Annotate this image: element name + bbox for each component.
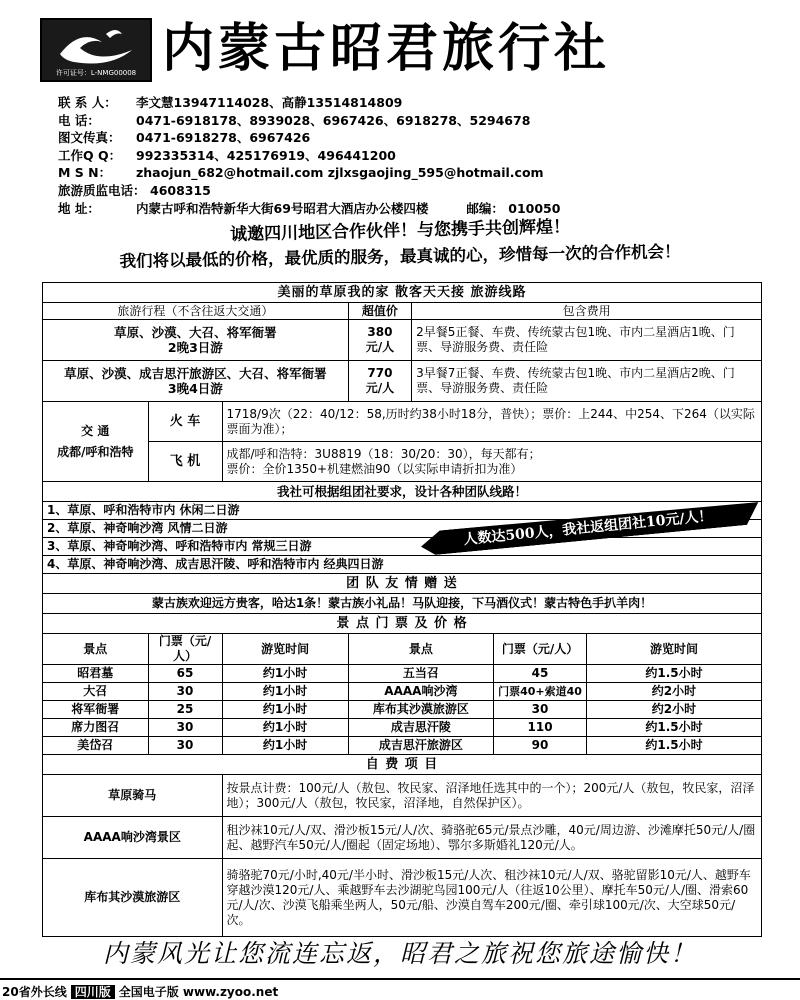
contact-row [58, 164, 778, 182]
optional-name: 草原骑马 [43, 775, 223, 817]
welcome-text: 蒙古族欢迎远方贵客，哈达1条！蒙古族小礼品！马队迎接，下马酒仪式！蒙古特色手扒羊肉！ [43, 594, 762, 614]
contact-row [58, 182, 778, 200]
transport-label: 交 通 成都/呼和浩特 [43, 402, 149, 482]
group-line: 2、草原、神奇响沙湾 风情二日游 [43, 520, 762, 538]
table-row: 将军衙署 25 约1小时 库布其沙漠旅游区 30 约2小时 [43, 701, 762, 719]
group-heading: 我社可根据组团社要求，设计各种团队线路！ [43, 482, 762, 502]
contact-label: 地 址： [58, 200, 100, 216]
contact-row [58, 147, 778, 165]
contact-value: zhaojun_682@hotmail.com zjlxsgaojing_595@hotmail.com [136, 165, 544, 181]
table-row: 大召 30 约1小时 AAAA响沙湾 门票40+索道40 约2小时 [43, 683, 762, 701]
optional-row [43, 859, 762, 937]
routes-heading: 美丽的草原我的家 散客天天接 旅游线路 [43, 283, 762, 303]
contact-row [58, 112, 778, 130]
table-row: 昭君墓 65 约1小时 五当召 45 约1.5小时 [43, 665, 762, 683]
route-name: 草原、沙漠、成吉思汗旅游区、大召、将军衙署 3晚4日游 [43, 361, 349, 402]
contact-label: 工作Q Q： [58, 147, 122, 163]
contact-label: M S N： [58, 165, 112, 181]
contact-label: 电 话： [58, 112, 100, 128]
train-info: 1718/9次（22：40/12：58,历时约38小时18分，普快）；票价：上244、中254、下264（以实际票面为准）； [222, 402, 762, 442]
col-price: 超值价 [348, 303, 412, 320]
contact-block [58, 94, 778, 217]
route-price: 380 元/人 [348, 320, 412, 361]
tickets-heading: 景 点 门 票 及 价 格 [43, 614, 762, 634]
col-itinerary: 旅游行程（不含往返大交通） [43, 303, 349, 320]
footer-slogan: 内蒙风光让您流连忘返，昭君之旅祝您旅途愉快！ [102, 939, 697, 968]
contact-value: 4608315 [150, 182, 211, 198]
table-row: 美岱召 30 约1小时 成吉思汗旅游区 90 约1.5小时 [43, 737, 762, 755]
section-label: 20省外长线 [2, 985, 67, 999]
table-row: 席力图召 30 约1小时 成吉思汗陵 110 约1.5小时 [43, 719, 762, 737]
flight-label: 飞 机 [148, 442, 222, 482]
website-text: 全国电子版 www.zyoo.net [118, 985, 279, 999]
col-header: 游览时间 [222, 634, 348, 665]
postcode: 邮编： 010050 [466, 200, 561, 216]
slogan-line-1: 诚邀四川地区合作伙伴！与您携手共创辉煌！ [229, 217, 571, 245]
optional-name: 库布其沙漠旅游区 [43, 859, 223, 937]
optional-name: AAAA响沙湾景区 [43, 817, 223, 859]
tickets-header-row [43, 634, 762, 665]
page-footer-bar [0, 978, 800, 1000]
swan-logo-icon [50, 24, 142, 68]
page-title: 内蒙古昭君旅行社 [162, 18, 611, 79]
route-includes: 2早餐5正餐、车费、传统蒙古包1晚、市内二星酒店1晚、门票、导游服务费、责任险 [412, 320, 762, 361]
license-number: 许可证号：L-NMG00008 [55, 69, 137, 77]
route-row [43, 320, 762, 361]
col-header: 景点 [43, 634, 149, 665]
col-header: 景点 [348, 634, 493, 665]
contact-value: 0471-6918178、8939028、6967426、6918278、5294678 [136, 112, 531, 128]
col-header: 游览时间 [586, 634, 761, 665]
contact-label: 旅游质监电话： [58, 182, 146, 198]
col-header: 门票（元/人） [148, 634, 222, 665]
optional-heading: 自 费 项 目 [43, 755, 762, 775]
col-includes: 包含费用 [412, 303, 762, 320]
company-logo [40, 18, 152, 82]
slogan-line-2: 我们将以最低的价格，最优质的服务，最真诚的心，珍惜每一次的合作机会！ [119, 242, 681, 271]
contact-label: 图文传真： [58, 130, 121, 146]
contact-value: 李文慧13947114028、高静13514814809 [136, 95, 403, 110]
optional-desc: 租沙袜10元/人/双、滑沙板15元/人/次、骑骆驼65元/景点沙雕，40元/周边游、沙滩摩托50元/人/圈起、越野汽车50元/人/圈起（固定场地）、鄂尔多斯婚礼120元/人。 [222, 817, 762, 859]
optional-desc: 按景点计费：100元/人（敖包、牧民家、沼泽地任选其中的一个）；200元/人（敖包，牧民家，沼泽地）；300元/人（敖包，牧民家，沼泽地，自然保护区）。 [222, 775, 762, 817]
group-line: 4、草原、神奇响沙湾、成吉思汗陵、呼和浩特市内 经典四日游 [43, 556, 762, 574]
info-table [42, 282, 762, 937]
contact-value: 0471-6918278、6967426 [136, 130, 311, 146]
route-price: 770 元/人 [348, 361, 412, 402]
edition-tag: 四川版 [71, 985, 115, 999]
col-header: 门票（元/人） [494, 634, 587, 665]
route-name: 草原、沙漠、大召、将军衙署 2晚3日游 [43, 320, 349, 361]
group-line: 1、草原、呼和浩特市内 休闲二日游 [43, 502, 762, 520]
contact-value: 内蒙古呼和浩特新华大街69号昭君大酒店办公楼四楼 [136, 200, 429, 216]
contact-row [58, 129, 778, 147]
optional-row [43, 775, 762, 817]
contact-label: 联 系 人： [58, 95, 117, 110]
promo-text: 人数达500人，我社返组团社10元/人！ [462, 508, 714, 549]
contact-row [58, 94, 778, 112]
group-line: 3、草原、神奇响沙湾、呼和浩特市内 常规三日游 [43, 538, 762, 556]
route-includes: 3早餐7正餐、车费、传统蒙古包1晚、市内二星酒店2晚、门票、导游服务费、责任险 [412, 361, 762, 402]
optional-row [43, 817, 762, 859]
welcome-heading: 团 队 友 情 赠 送 [43, 574, 762, 594]
route-row [43, 361, 762, 402]
flight-info: 成都/呼和浩特：3U8819（18：30/20：30），每天都有； 票价：全价1350+机建燃油90（以实际申请折扣为准） [222, 442, 762, 482]
contact-value: 992335314、425176919、496441200 [136, 147, 396, 163]
optional-desc: 骑骆驼70元/小时,40元/半小时、滑沙板15元/人次、租沙袜10元/人/双、骆驼留影10元/人、越野车穿越沙漠120元/人、乘越野车去沙湖驼鸟园100元/人（往返10公里）、摩托车50元/人/圈、滑索60元/人/次、沙漠飞船乘坐两人，50元/船、沙漠自驾车200元/圈、牵引球100元/次、大空球50元/次。 [222, 859, 762, 937]
train-label: 火 车 [148, 402, 222, 442]
